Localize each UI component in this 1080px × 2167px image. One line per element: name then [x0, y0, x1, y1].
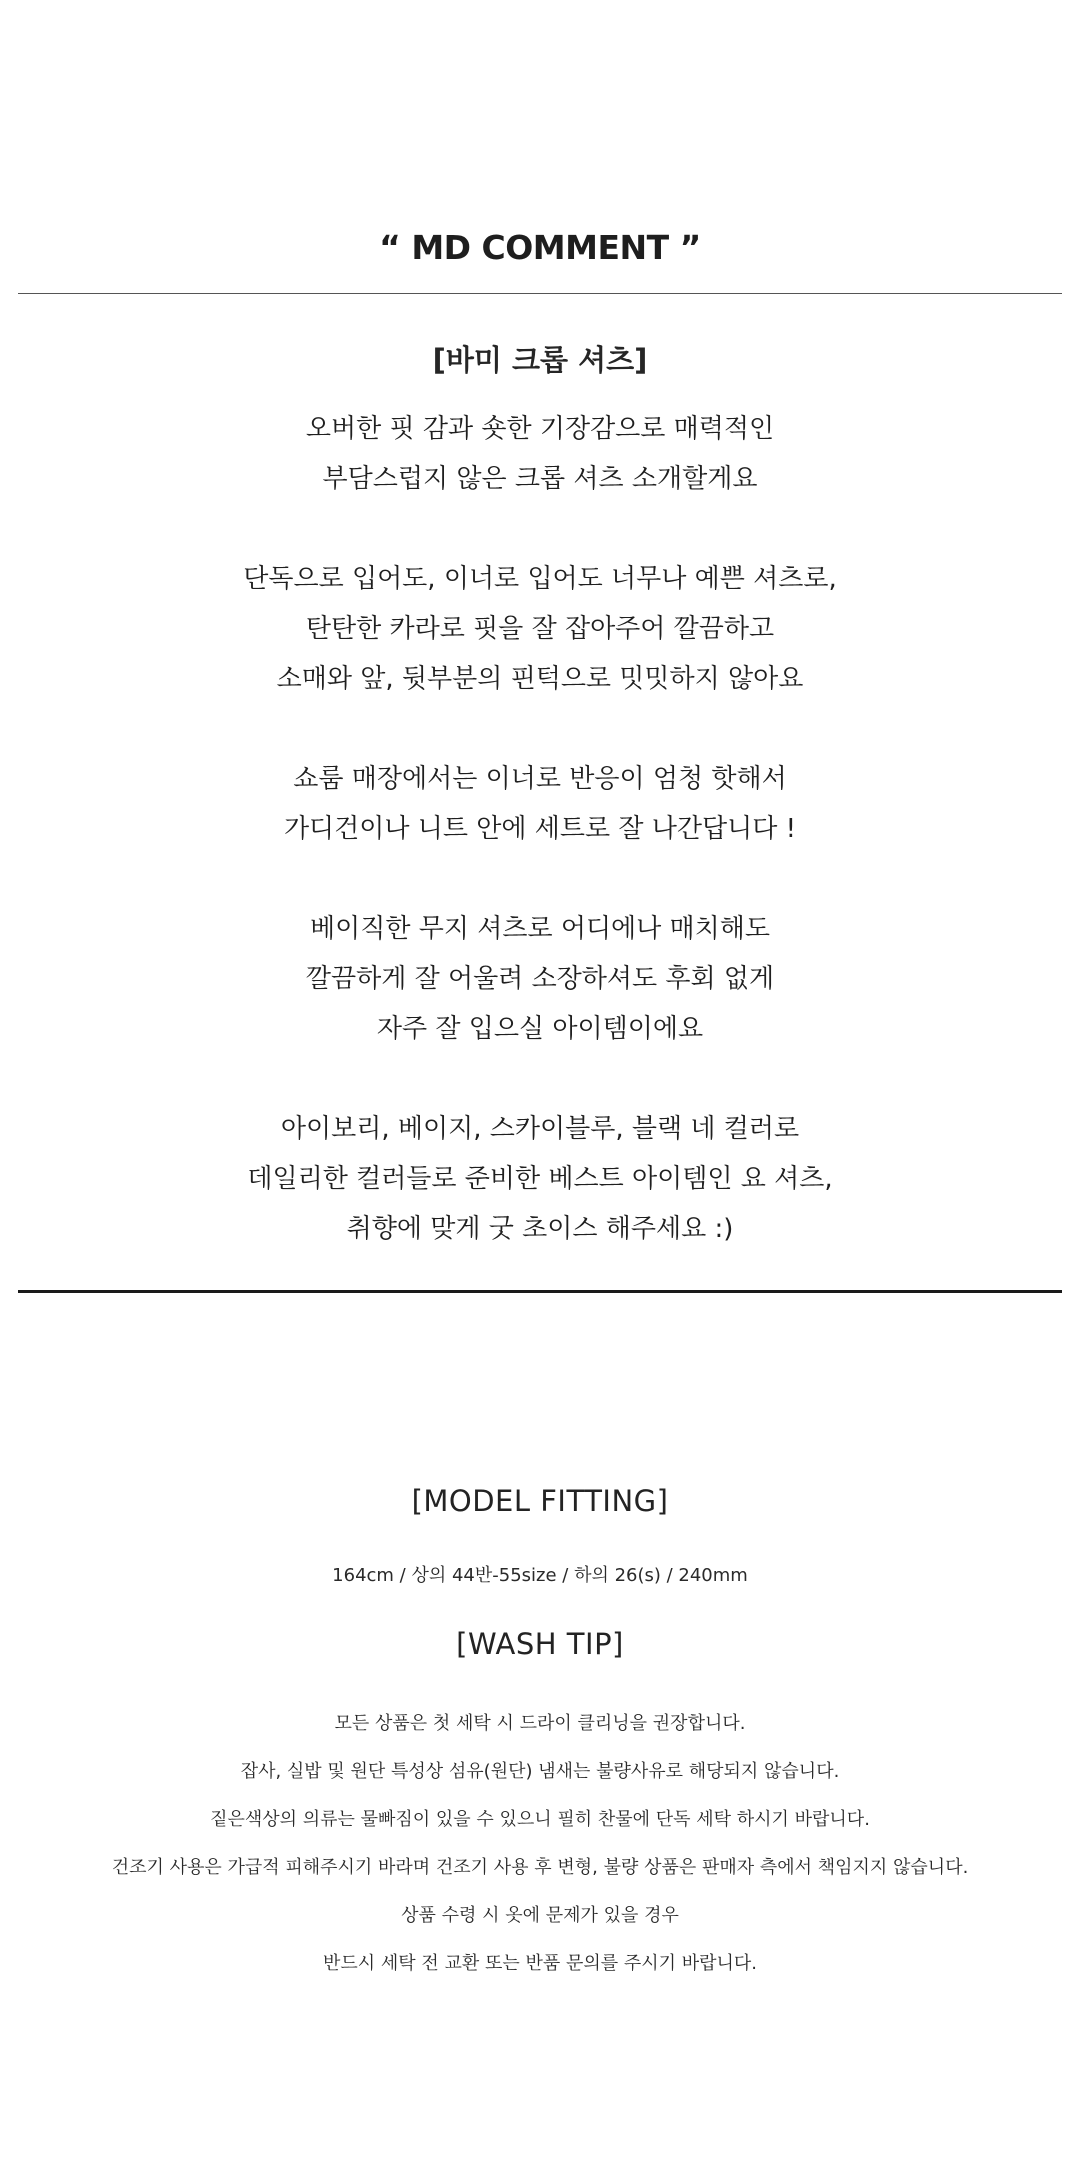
comment-line: 탄탄한 카라로 핏을 잘 잡아주어 깔끔하고 — [305, 614, 775, 644]
comment-line: 단독으로 입어도, 이너로 입어도 너무나 예쁜 셔츠로, — [243, 564, 837, 594]
wash-tip-line: 건조기 사용은 가급적 피해주시기 바라며 건조기 사용 후 변형, 불량 상품은 판매자 측에서 책임지지 않습니다. — [111, 1857, 969, 1878]
model-fitting-info: 164cm / 상의 44반-55size / 하의 26(s) / 240mm — [332, 1565, 748, 1586]
comment-paragraph — [0, 404, 1080, 504]
product-name: [바미 크롭 셔츠] — [432, 343, 648, 377]
comment-line: 깔끔하게 잘 어울려 소장하셔도 후회 없게 — [305, 964, 775, 994]
comment-line: 쇼룸 매장에서는 이너로 반응이 엄청 핫해서 — [293, 764, 787, 794]
model-fitting-heading: [MODEL FITTING] — [411, 1484, 669, 1518]
title-divider — [18, 293, 1062, 294]
comment-paragraph — [0, 1104, 1080, 1254]
comment-line: 자주 잘 입으실 아이템이에요 — [376, 1014, 704, 1044]
wash-tip-line: 반드시 세탁 전 교환 또는 반품 문의를 주시기 바랍니다. — [322, 1953, 758, 1974]
comment-line: 취향에 맞게 굿 초이스 해주세요 :) — [346, 1214, 734, 1244]
comment-paragraph — [0, 554, 1080, 704]
wash-tip-line: 잡사, 실밥 및 원단 특성상 섬유(원단) 냄새는 불량사유로 해당되지 않습니다. — [240, 1761, 840, 1782]
wash-tip-line: 짙은색상의 의류는 물빠짐이 있을 수 있으니 필히 찬물에 단독 세탁 하시기 바랍니다. — [210, 1809, 870, 1830]
wash-tip-line: 모든 상품은 첫 세탁 시 드라이 클리닝을 권장합니다. — [334, 1713, 746, 1734]
wash-tip-body — [0, 1700, 1080, 1988]
md-comment-body — [0, 404, 1080, 1254]
comment-line: 아이보리, 베이지, 스카이블루, 블랙 네 컬러로 — [280, 1114, 800, 1144]
comment-line: 오버한 핏 감과 숏한 기장감으로 매력적인 — [305, 414, 775, 444]
section-divider — [18, 1290, 1062, 1293]
comment-line: 소매와 앞, 뒷부분의 핀턱으로 밋밋하지 않아요 — [276, 664, 804, 694]
md-comment-title: “ MD COMMENT ” — [379, 228, 701, 267]
comment-line: 베이직한 무지 셔츠로 어디에나 매치해도 — [309, 914, 771, 944]
wash-tip-line: 상품 수령 시 옷에 문제가 있을 경우 — [401, 1905, 679, 1926]
comment-paragraph — [0, 754, 1080, 854]
comment-paragraph — [0, 904, 1080, 1054]
comment-line: 데일리한 컬러들로 준비한 베스트 아이템인 요 셔츠, — [247, 1164, 833, 1194]
wash-tip-heading: [WASH TIP] — [456, 1627, 624, 1661]
comment-line: 가디건이나 니트 안에 세트로 잘 나간답니다 ! — [283, 814, 797, 844]
comment-line: 부담스럽지 않은 크롭 셔츠 소개할게요 — [322, 464, 758, 494]
